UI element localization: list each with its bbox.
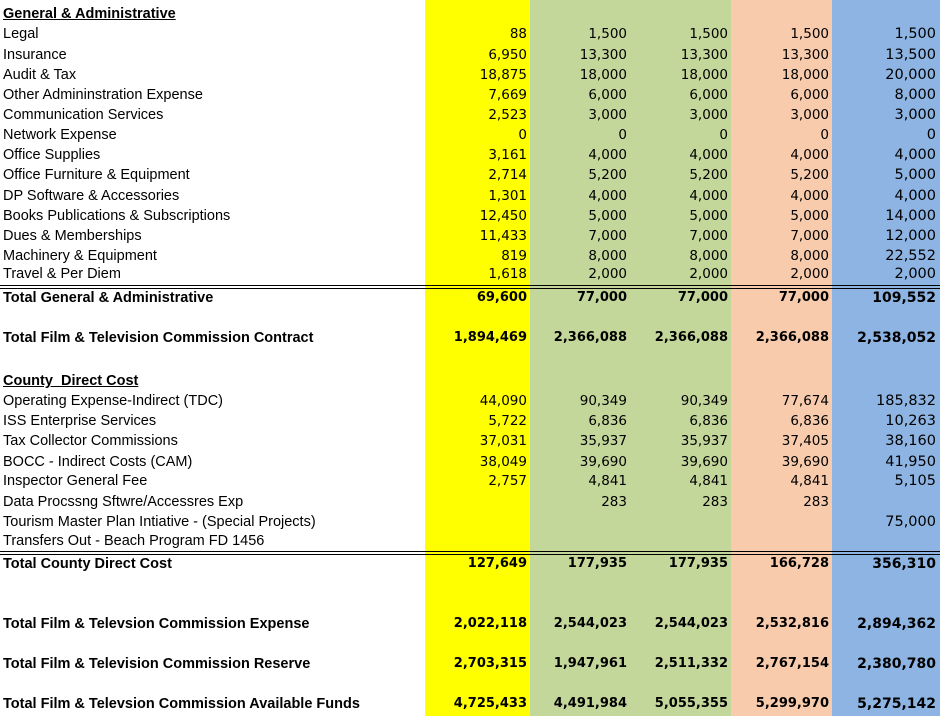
cell-col1[interactable]: 127,649 [467, 556, 527, 571]
cell-col1[interactable]: 2,523 [488, 107, 527, 123]
cell-col1[interactable]: 88 [509, 26, 527, 42]
section-title: County Direct Cost [3, 373, 139, 389]
cell-col1[interactable]: 819 [501, 248, 527, 264]
cell-col1[interactable] [425, 531, 527, 551]
cell-col5[interactable]: 75,000 [885, 514, 936, 530]
cell-col1[interactable]: 37,031 [479, 433, 527, 449]
cell-col4[interactable]: 3,000 [790, 107, 829, 123]
row-label: Books Publications & Subscriptions [3, 208, 231, 224]
cell-col3[interactable]: 3,000 [689, 107, 728, 123]
cell-col1[interactable]: 69,600 [476, 290, 527, 305]
cell-col2[interactable]: 5,200 [588, 167, 627, 183]
cell-col4[interactable] [731, 531, 829, 551]
cell-col5[interactable]: 3,000 [894, 107, 936, 123]
cell-col4[interactable]: 4,000 [790, 188, 829, 204]
cell-col2[interactable]: 0 [618, 127, 627, 143]
cell-col4[interactable]: 18,000 [781, 67, 829, 83]
table-row[interactable] [0, 531, 940, 551]
row-label: Total County Direct Cost [3, 556, 172, 572]
cell-col1[interactable]: 6,950 [488, 47, 527, 63]
cell-col2[interactable]: 35,937 [579, 433, 627, 449]
cell-col2[interactable]: 2,366,088 [553, 330, 627, 345]
cell-col2[interactable]: 1,947,961 [553, 656, 627, 671]
cell-col5[interactable]: 4,000 [894, 147, 936, 163]
cell-col3[interactable]: 13,300 [680, 47, 728, 63]
cell-col2[interactable]: 39,690 [579, 454, 627, 470]
row-label: Office Supplies [3, 147, 101, 163]
cell-col3[interactable]: 8,000 [689, 248, 728, 264]
cell-col2[interactable] [530, 531, 627, 551]
cell-col4[interactable]: 7,000 [790, 228, 829, 244]
cell-col5[interactable]: 2,538,052 [857, 330, 936, 346]
cell-col4[interactable]: 0 [820, 127, 829, 143]
row-label: BOCC - Indirect Costs (CAM) [3, 454, 193, 470]
cell-col1[interactable]: 18,875 [479, 67, 527, 83]
cell-col3[interactable]: 90,349 [680, 393, 728, 409]
table-row[interactable] [0, 411, 940, 431]
cell-col2[interactable]: 8,000 [588, 248, 627, 264]
cell-col4[interactable]: 4,841 [790, 473, 829, 489]
cell-col4[interactable]: 2,767,154 [755, 656, 829, 671]
table-row[interactable] [0, 105, 940, 125]
row-label: Total General & Administrative [3, 290, 214, 306]
cell-col5[interactable]: 5,275,142 [857, 696, 936, 712]
cell-col5[interactable]: 20,000 [885, 67, 936, 83]
row-label: Inspector General Fee [3, 473, 148, 489]
table-row[interactable] [0, 85, 940, 105]
cell-col4[interactable]: 2,532,816 [755, 616, 829, 631]
cell-col3[interactable]: 5,000 [689, 208, 728, 224]
cell-col5[interactable]: 1,500 [894, 26, 936, 42]
cell-col1[interactable]: 2,714 [488, 167, 527, 183]
cell-col1[interactable]: 11,433 [479, 228, 527, 244]
cell-col4[interactable]: 1,500 [790, 26, 829, 42]
cell-col5[interactable]: 41,950 [885, 454, 936, 470]
row-label: Insurance [3, 47, 67, 63]
cell-col2[interactable]: 90,349 [579, 393, 627, 409]
cell-col1[interactable] [425, 512, 527, 532]
table-row[interactable] [0, 65, 940, 85]
table-row[interactable] [0, 512, 940, 532]
cell-col4[interactable]: 4,000 [790, 147, 829, 163]
section-header-general-admin [0, 4, 940, 24]
cell-col2[interactable]: 283 [601, 494, 627, 510]
row-label: Travel & Per Diem [3, 266, 121, 282]
cell-col3[interactable]: 5,055,355 [654, 696, 728, 711]
cell-col2[interactable]: 1,500 [588, 26, 627, 42]
cell-col5[interactable]: 185,832 [876, 393, 936, 409]
cell-col1[interactable]: 0 [518, 127, 527, 143]
cell-col4[interactable]: 6,000 [790, 87, 829, 103]
table-row[interactable] [0, 206, 940, 226]
cell-col4[interactable]: 5,299,970 [755, 696, 829, 711]
cell-col4[interactable]: 13,300 [781, 47, 829, 63]
row-label: Network Expense [3, 127, 117, 143]
cell-col4[interactable]: 6,836 [790, 413, 829, 429]
table-row[interactable] [0, 24, 940, 44]
cell-col1[interactable]: 4,725,433 [453, 696, 527, 711]
row-label: Operating Expense-Indirect (TDC) [3, 393, 223, 409]
row-label: Communication Services [3, 107, 164, 123]
cell-col5[interactable]: 2,380,780 [857, 656, 936, 672]
row-label: Dues & Memberships [3, 228, 142, 244]
row-label: Total Film & Televsion Commission Expense [3, 616, 310, 632]
cell-col1[interactable]: 1,894,469 [453, 330, 527, 345]
cell-col5[interactable]: 2,894,362 [857, 616, 936, 632]
cell-col4[interactable]: 283 [803, 494, 829, 510]
cell-col5[interactable]: 22,552 [885, 248, 936, 264]
cell-col5[interactable]: 38,160 [885, 433, 936, 449]
total-rule-top [0, 551, 940, 552]
cell-col3[interactable]: 6,836 [689, 413, 728, 429]
table-row[interactable] [0, 264, 940, 284]
cell-col3[interactable]: 18,000 [680, 67, 728, 83]
row-label: Machinery & Equipment [3, 248, 157, 264]
cell-col2[interactable]: 13,300 [579, 47, 627, 63]
cell-col2[interactable]: 3,000 [588, 107, 627, 123]
cell-col4[interactable]: 37,405 [781, 433, 829, 449]
cell-col5[interactable]: 5,105 [894, 473, 936, 489]
table-row[interactable] [0, 165, 940, 185]
table-row[interactable] [0, 452, 940, 472]
row-label: Other Admininstration Expense [3, 87, 203, 103]
cell-col3[interactable]: 5,200 [689, 167, 728, 183]
cell-col4[interactable]: 166,728 [769, 556, 829, 571]
total-row-available-funds[interactable] [0, 694, 940, 714]
table-row[interactable] [0, 492, 940, 512]
table-row[interactable] [0, 391, 940, 411]
cell-col3[interactable]: 77,000 [677, 290, 728, 305]
total-row-contract[interactable] [0, 328, 940, 348]
cell-col2[interactable]: 6,000 [588, 87, 627, 103]
cell-col2[interactable] [530, 512, 627, 532]
cell-col5[interactable]: 2,000 [894, 266, 936, 282]
cell-col3[interactable]: 2,000 [689, 266, 728, 282]
cell-col2[interactable]: 2,544,023 [553, 616, 627, 631]
cell-col3[interactable]: 7,000 [689, 228, 728, 244]
cell-col1[interactable]: 3,161 [488, 147, 527, 163]
cell-col5[interactable]: 109,552 [872, 290, 936, 306]
cell-col2[interactable]: 18,000 [579, 67, 627, 83]
row-label: Legal [3, 26, 39, 42]
table-row[interactable] [0, 246, 940, 266]
row-label: Total Film & Television Commission Reserve [3, 656, 311, 672]
table-row[interactable] [0, 186, 940, 206]
row-label: Tourism Master Plan Intiative - (Special Projects) [3, 514, 316, 530]
cell-col5[interactable] [832, 531, 936, 551]
cell-col3[interactable]: 2,544,023 [654, 616, 728, 631]
cell-col1[interactable]: 7,669 [488, 87, 527, 103]
cell-col4[interactable]: 77,674 [781, 393, 829, 409]
cell-col2[interactable]: 4,841 [588, 473, 627, 489]
cell-col2[interactable]: 4,491,984 [553, 696, 627, 711]
cell-col5[interactable]: 12,000 [885, 228, 936, 244]
row-label: Tax Collector Commissions [3, 433, 178, 449]
total-row-expense[interactable] [0, 614, 940, 634]
table-row[interactable] [0, 431, 940, 451]
cell-col2[interactable]: 6,836 [588, 413, 627, 429]
cell-col2[interactable]: 4,000 [588, 188, 627, 204]
cell-col3[interactable]: 35,937 [680, 433, 728, 449]
total-rule-top [0, 285, 940, 286]
cell-col1[interactable]: 12,450 [479, 208, 527, 224]
row-label: Transfers Out - Beach Program FD 1456 [3, 533, 265, 549]
table-row[interactable] [0, 226, 940, 246]
cell-col3[interactable]: 2,511,332 [654, 656, 728, 671]
cell-col3[interactable]: 4,841 [689, 473, 728, 489]
cell-col4[interactable]: 39,690 [781, 454, 829, 470]
cell-col4[interactable]: 2,000 [790, 266, 829, 282]
row-label: Data Procssng Sftwre/Accessres Exp [3, 494, 244, 510]
cell-col5[interactable] [832, 492, 936, 512]
cell-col5[interactable]: 14,000 [885, 208, 936, 224]
row-label: Total Film & Television Commission Contract [3, 330, 314, 346]
cell-col4[interactable]: 77,000 [778, 290, 829, 305]
cell-col1[interactable]: 2,757 [488, 473, 527, 489]
row-label: Audit & Tax [3, 67, 77, 83]
cell-col3[interactable]: 283 [702, 494, 728, 510]
cell-col2[interactable]: 177,935 [567, 556, 627, 571]
total-row-reserve[interactable] [0, 654, 940, 674]
cell-col2[interactable]: 2,000 [588, 266, 627, 282]
cell-col1[interactable]: 38,049 [479, 454, 527, 470]
table-row[interactable] [0, 471, 940, 491]
row-label: Office Furniture & Equipment [3, 167, 190, 183]
cell-col3[interactable]: 4,000 [689, 188, 728, 204]
row-label: ISS Enterprise Services [3, 413, 157, 429]
table-row[interactable] [0, 145, 940, 165]
cell-col2[interactable]: 5,000 [588, 208, 627, 224]
cell-col4[interactable]: 5,200 [790, 167, 829, 183]
cell-col3[interactable] [630, 531, 728, 551]
cell-col3[interactable]: 177,935 [668, 556, 728, 571]
cell-col4[interactable]: 8,000 [790, 248, 829, 264]
total-row-general-admin[interactable] [0, 288, 940, 308]
cell-col2[interactable]: 7,000 [588, 228, 627, 244]
cell-col5[interactable]: 5,000 [894, 167, 936, 183]
cell-col4[interactable]: 5,000 [790, 208, 829, 224]
cell-col5[interactable]: 8,000 [894, 87, 936, 103]
cell-col3[interactable]: 6,000 [689, 87, 728, 103]
table-row[interactable] [0, 125, 940, 145]
section-header-county-direct [0, 371, 940, 391]
cell-col3[interactable]: 39,690 [680, 454, 728, 470]
cell-col3[interactable] [630, 512, 728, 532]
cell-col5[interactable]: 0 [926, 127, 936, 143]
total-row-county-direct[interactable] [0, 554, 940, 574]
cell-col5[interactable]: 356,310 [872, 556, 936, 572]
cell-col3[interactable]: 4,000 [689, 147, 728, 163]
cell-col4[interactable]: 2,366,088 [755, 330, 829, 345]
cell-col2[interactable]: 4,000 [588, 147, 627, 163]
cell-col1[interactable]: 5,722 [488, 413, 527, 429]
section-title: General & Administrative [3, 6, 176, 22]
cell-col1[interactable]: 1,618 [488, 266, 527, 282]
cell-col3[interactable]: 2,366,088 [654, 330, 728, 345]
cell-col5[interactable]: 13,500 [885, 47, 936, 63]
table-row[interactable] [0, 45, 940, 65]
cell-col1[interactable] [425, 492, 527, 512]
cell-col5[interactable]: 4,000 [894, 188, 936, 204]
row-label: DP Software & Accessories [3, 188, 180, 204]
cell-col1[interactable]: 2,022,118 [453, 616, 527, 631]
cell-col2[interactable]: 77,000 [576, 290, 627, 305]
cell-col3[interactable]: 1,500 [689, 26, 728, 42]
cell-col4[interactable] [731, 512, 829, 532]
cell-col1[interactable]: 2,703,315 [453, 656, 527, 671]
row-label: Total Film & Televsion Commission Available Funds [3, 696, 360, 712]
cell-col5[interactable]: 10,263 [885, 413, 936, 429]
cell-col1[interactable]: 1,301 [488, 188, 527, 204]
cell-col1[interactable]: 44,090 [479, 393, 527, 409]
cell-col3[interactable]: 0 [719, 127, 728, 143]
